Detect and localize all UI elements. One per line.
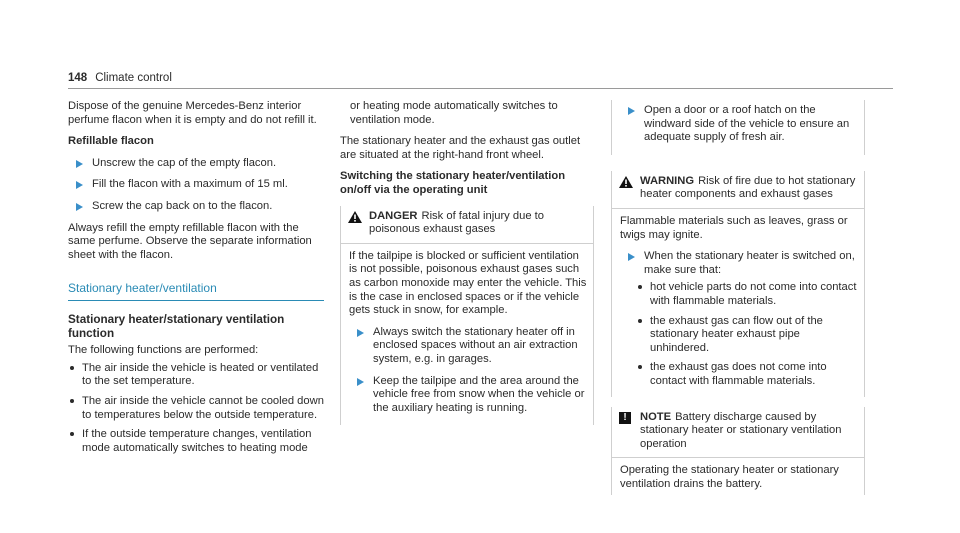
bullet-icon [638,365,642,369]
danger-title: Risk of fatal injury due to poisonous exhaust gases [369,209,544,236]
step-item: When the stationary heater is switched on, make sure that: [620,250,858,277]
warning-header [612,171,864,209]
warning-triangle-icon [619,176,633,188]
note-label: NOTE [640,410,672,423]
note-text: Operating the stationary heater or stationary ventilation drains the battery. [620,464,839,490]
step-arrow-icon [357,329,364,337]
switch-heading: Switching the stationary heater/ventilation on/off via the operating unit [340,170,566,196]
step-item: Open a door or a roof hatch on the windward side of the vehicle to ensure an adequate supply of fresh air. [620,104,858,145]
intro-text: Dispose of the genuine Mercedes-Benz interior perfume flacon when it is empty and do not refill it. [68,100,317,126]
bullet-icon [70,432,74,436]
outlet-note: The stationary heater and the exhaust gas outlet are situated at the right-hand front wheel. [340,135,581,161]
note-body [612,458,864,495]
functions-intro: The following functions are performed: [68,344,259,357]
step-item: Fill the flacon with a maximum of 15 ml. [68,178,324,192]
bullet-icon [70,366,74,370]
step-item: Unscrew the cap of the empty flacon. [68,157,324,171]
danger-header [341,206,593,244]
list-item: the exhaust gas can flow out of the stationary heater exhaust pipe unhindered. [636,315,858,356]
note-title: Battery discharge caused by stationary heater or stationary ventilation operation [640,410,842,450]
column-middle [340,100,594,425]
continuation-text: or heating mode automatically switches to ventilation mode. [350,100,558,126]
warning-box [611,171,865,397]
danger-text: If the tailpipe is blocked or sufficient ventilation is not possible, poisonous exhaust gases such as carbon monoxide may enter the vehicle. This is the case in enclosed spaces or if the vehicle gets stuck in snow, for example. [349,249,587,317]
list-item: hot vehicle parts do not come into contact with flammable materials. [636,281,858,308]
refillable-heading: Refillable flacon [68,135,154,148]
warning-title: Risk of fire due to hot stationary heater components and exhaust gases [640,174,856,201]
list-item: The air inside the vehicle is heated or ventilated to the set temperature. [68,362,324,389]
step-arrow-icon [76,203,83,211]
step-arrow-icon [357,378,364,386]
refill-note: Always refill the empty refillable flacon with the same perfume. Observe the separate information sheet with the flacon. [68,221,312,261]
bullet-icon [70,399,74,403]
step-item: Keep the tailpipe and the area around the vehicle free from snow when the vehicle or the auxiliary heating is running. [349,375,587,416]
step-arrow-icon [628,253,635,261]
warning-text: Flammable materials such as leaves, grass or twigs may ignite. [620,214,848,241]
list-item: The air inside the vehicle cannot be cooled down to temperatures below the outside temperature. [68,395,324,422]
warning-bullets [636,281,858,388]
step-arrow-icon [76,181,83,189]
note-box [611,407,865,496]
list-item: the exhaust gas does not come into contact with flammable materials. [636,361,858,388]
warning-triangle-icon [348,211,362,223]
list-item: If the outside temperature changes, ventilation mode automatically switches to heating mode [68,428,324,455]
column-right [611,100,865,495]
danger-box [340,206,594,426]
danger-body [341,244,593,426]
step-item: Screw the cap back on to the flacon. [68,200,324,214]
function-heading: Stationary heater/stationary ventilation function [68,312,285,340]
danger-box-continued [611,100,865,155]
step-item: Always switch the stationary heater off in enclosed spaces without an air extraction system, e.g. in garages. [349,326,587,367]
note-header [612,407,864,459]
page-number: 148 [68,72,88,84]
bullet-icon [638,319,642,323]
step-arrow-icon [628,107,635,115]
warning-label: WARNING [640,174,695,187]
page-header [68,72,172,86]
chapter-title: Climate control [95,72,172,84]
bullet-icon [638,285,642,289]
header-divider [68,88,893,89]
section-title: Stationary heater/ventilation [68,282,324,301]
column-left [68,100,324,461]
danger-label: DANGER [369,209,418,222]
step-arrow-icon [76,160,83,168]
exclamation-icon: ! [619,412,631,424]
warning-body [612,209,864,397]
